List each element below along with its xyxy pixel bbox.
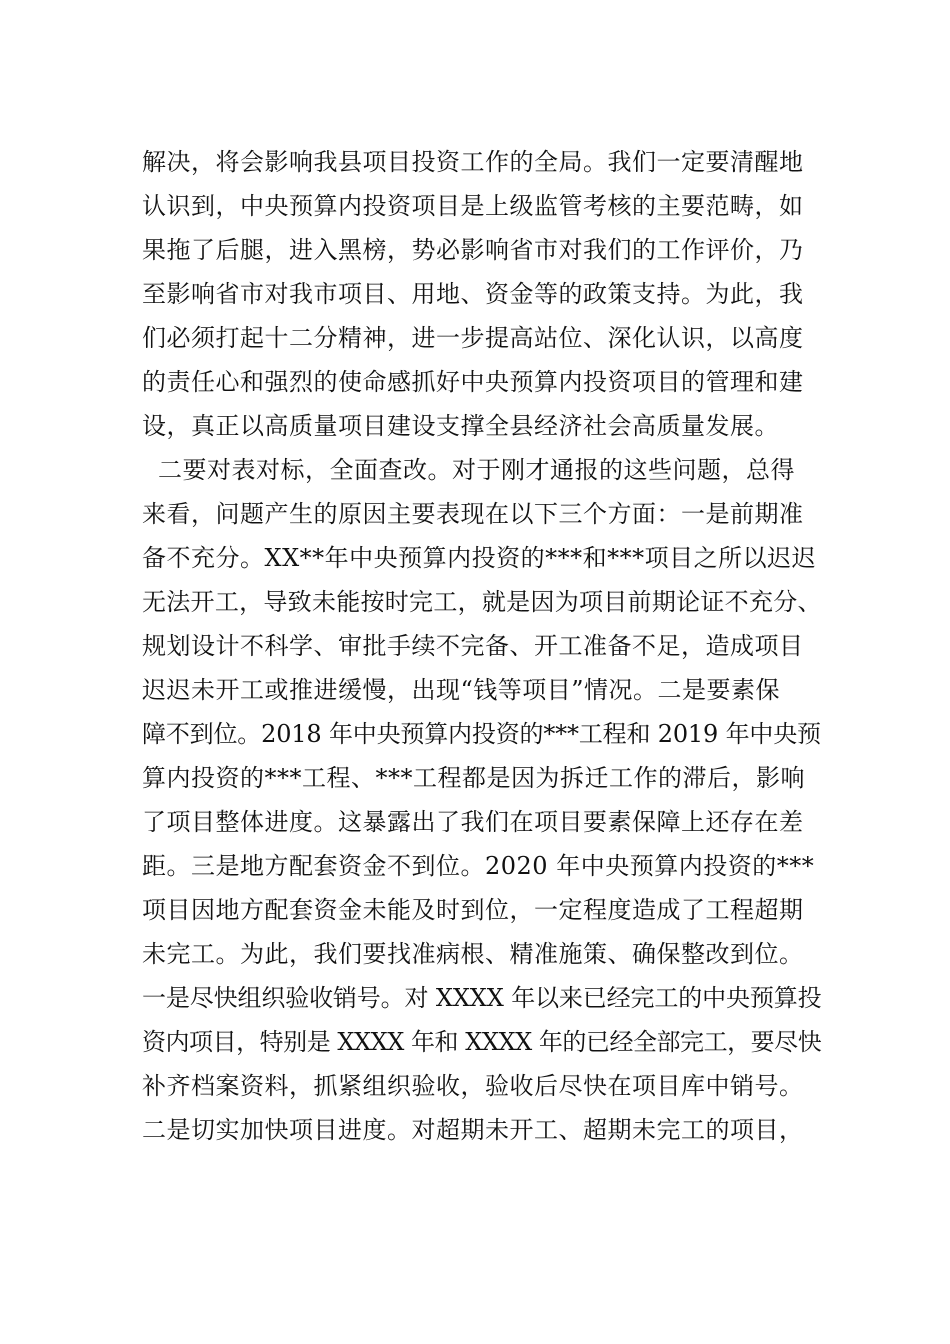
text-line-6: 的责任心和强烈的使命感抓好中央预算内投资项目的管理和建 — [142, 368, 804, 396]
text-line-8: 二要对表对标，全面查改。对于刚才通报的这些问题，总得 — [158, 456, 795, 484]
text-line-15: 算内投资的***工程、***工程都是因为拆迁工作的滞后，影响 — [142, 764, 805, 792]
text-line-4: 至影响省市对我市项目、用地、资金等的政策支持。为此，我 — [142, 280, 804, 308]
text-line-11: 无法开工，导致未能按时完工，就是因为项目前期论证不充分、 — [142, 588, 822, 616]
text-line-22: 补齐档案资料，抓紧组织验收，验收后尽快在项目库中销号。 — [142, 1072, 804, 1100]
text-line-1: 解决，将会影响我县项目投资工作的全局。我们一定要清醒地 — [142, 148, 804, 176]
text-line-3: 果拖了后腿，进入黑榜，势必影响省市对我们的工作评价，乃 — [142, 236, 804, 264]
text-line-13: 迟迟未开工或推进缓慢，出现“钱等项目”情况。二是要素保 — [142, 676, 781, 704]
text-line-20: 一是尽快组织验收销号。对 XXXX 年以来已经完工的中央预算投 — [142, 984, 822, 1012]
text-line-17: 距。三是地方配套资金不到位。2020 年中央预算内投资的*** — [142, 852, 815, 880]
text-line-23: 二是切实加快项目进度。对超期未开工、超期未完工的项目， — [142, 1116, 804, 1144]
text-line-19: 未完工。为此，我们要找准病根、精准施策、确保整改到位。 — [142, 940, 804, 968]
text-line-9: 来看，问题产生的原因主要表现在以下三个方面：一是前期准 — [142, 500, 804, 528]
text-line-5: 们必须打起十二分精神，进一步提高站位、深化认识，以高度 — [142, 324, 804, 352]
text-line-14: 障不到位。2018 年中央预算内投资的***工程和 2019 年中央预 — [142, 720, 821, 748]
text-line-12: 规划设计不科学、审批手续不完备、开工准备不足，造成项目 — [142, 632, 804, 660]
text-line-18: 项目因地方配套资金未能及时到位，一定程度造成了工程超期 — [142, 896, 804, 924]
text-line-16: 了项目整体进度。这暴露出了我们在项目要素保障上还存在差 — [142, 808, 804, 836]
text-line-21: 资内项目，特别是 XXXX 年和 XXXX 年的已经全部完工，要尽快 — [142, 1028, 822, 1056]
text-line-7: 设，真正以高质量项目建设支撑全县经济社会高质量发展。 — [142, 412, 779, 440]
text-line-2: 认识到，中央预算内投资项目是上级监管考核的主要范畴，如 — [142, 192, 804, 220]
text-line-10: 备不充分。XX**年中央预算内投资的***和***项目之所以迟迟 — [142, 544, 817, 572]
